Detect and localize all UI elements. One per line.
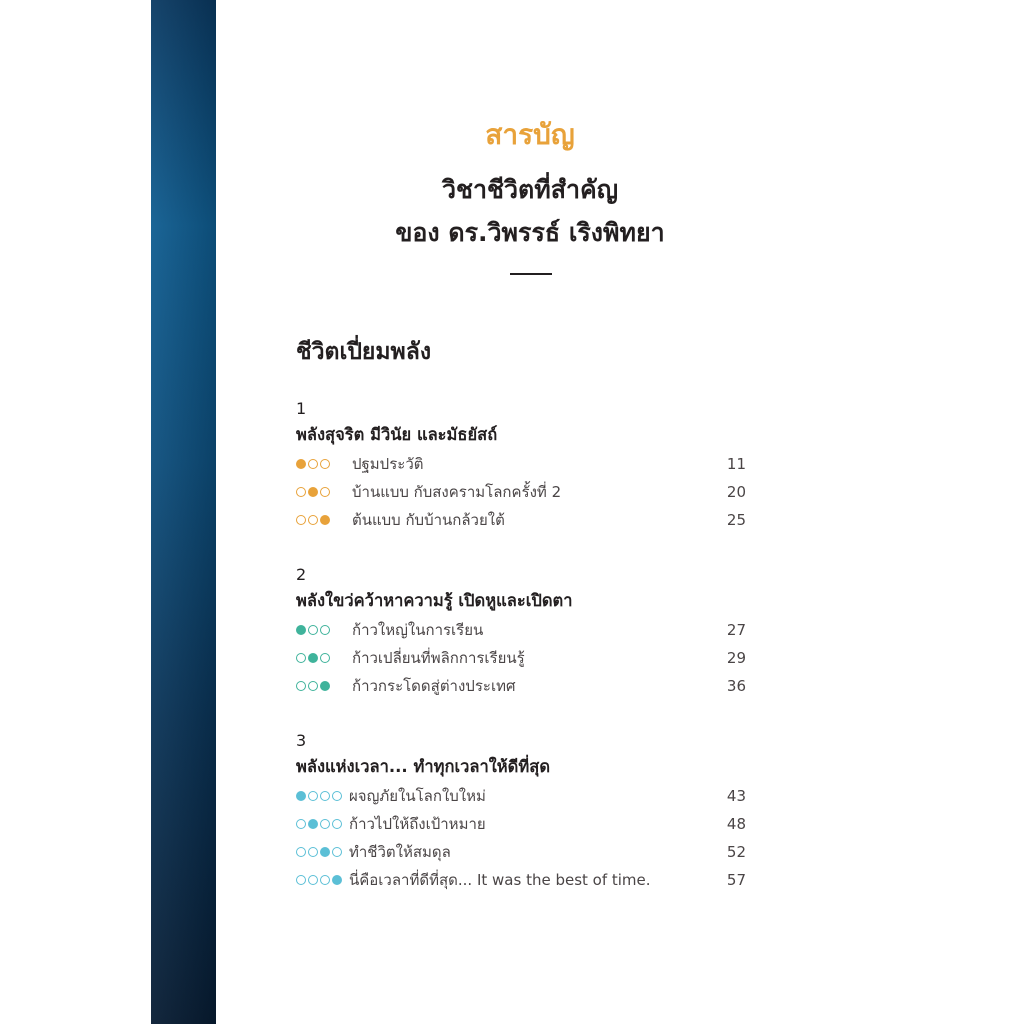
entry-page-number: 52 xyxy=(726,843,746,861)
hollow-dot-icon xyxy=(308,515,318,525)
hollow-dot-icon xyxy=(320,791,330,801)
filled-dot-icon xyxy=(308,487,318,497)
toc-entry[interactable] xyxy=(296,866,746,894)
book-title: วิชาชีวิตที่สำคัญ xyxy=(441,175,619,204)
section-title: พลังใขว่คว้าหาความรู้ เปิดหูและเปิดตา xyxy=(296,591,573,610)
progress-dots-icon xyxy=(296,875,342,885)
hollow-dot-icon xyxy=(332,791,342,801)
entry-page-number: 20 xyxy=(726,483,746,501)
progress-dots-icon xyxy=(296,653,330,663)
hollow-dot-icon xyxy=(320,625,330,635)
hollow-dot-icon xyxy=(296,847,306,857)
entry-page-number: 11 xyxy=(726,455,746,473)
entry-label: ผจญภัยในโลกใบใหม่ xyxy=(349,787,486,805)
entry-page-number: 27 xyxy=(726,621,746,639)
hollow-dot-icon xyxy=(296,681,306,691)
section-number: 1 xyxy=(296,399,307,418)
toc-entry[interactable] xyxy=(296,810,746,838)
entry-page-number: 43 xyxy=(726,787,746,805)
hollow-dot-icon xyxy=(320,459,330,469)
title-divider xyxy=(510,273,552,275)
hollow-dot-icon xyxy=(308,681,318,691)
toc-entry[interactable] xyxy=(296,506,746,534)
section-number: 3 xyxy=(296,731,307,750)
progress-dots-icon xyxy=(296,681,330,691)
section-title: พลังแห่งเวลา... ทำทุกเวลาให้ดีที่สุด xyxy=(296,757,551,776)
entry-page-number: 57 xyxy=(726,871,746,889)
filled-dot-icon xyxy=(296,625,306,635)
entry-label: ก้าวใหญ่ในการเรียน xyxy=(352,621,484,639)
entry-label: ก้าวกระโดดสู่ต่างประเทศ xyxy=(352,677,516,695)
hollow-dot-icon xyxy=(308,791,318,801)
toc-entry[interactable] xyxy=(296,672,746,700)
toc-page xyxy=(216,0,1024,1024)
hollow-dot-icon xyxy=(320,653,330,663)
entry-label: ต้นแบบ กับบ้านกล้วยใต้ xyxy=(352,511,505,529)
progress-dots-icon xyxy=(296,487,330,497)
filled-dot-icon xyxy=(296,791,306,801)
entry-label: ทำชีวิตให้สมดุล xyxy=(349,843,451,861)
page-title: สารบัญ xyxy=(485,118,575,151)
hollow-dot-icon xyxy=(296,653,306,663)
filled-dot-icon xyxy=(332,875,342,885)
hollow-dot-icon xyxy=(308,459,318,469)
filled-dot-icon xyxy=(320,515,330,525)
progress-dots-icon xyxy=(296,847,342,857)
progress-dots-icon xyxy=(296,819,342,829)
entry-label: ปฐมประวัติ xyxy=(352,455,424,473)
filled-dot-icon xyxy=(296,459,306,469)
toc-entry[interactable] xyxy=(296,644,746,672)
toc-entry[interactable] xyxy=(296,450,746,478)
progress-dots-icon xyxy=(296,459,330,469)
progress-dots-icon xyxy=(296,791,342,801)
entry-page-number: 36 xyxy=(726,677,746,695)
toc-section-3 xyxy=(296,730,746,894)
section-title: พลังสุจริต มีวินัย และมัธยัสถ์ xyxy=(296,425,498,444)
part-title: ชีวิตเปี่ยมพลัง xyxy=(296,339,432,365)
hollow-dot-icon xyxy=(296,515,306,525)
hollow-dot-icon xyxy=(296,487,306,497)
hollow-dot-icon xyxy=(308,847,318,857)
entry-page-number: 25 xyxy=(726,511,746,529)
toc-entry[interactable] xyxy=(296,478,746,506)
section-number: 2 xyxy=(296,565,307,584)
hollow-dot-icon xyxy=(320,819,330,829)
hollow-dot-icon xyxy=(296,819,306,829)
toc-section-2 xyxy=(296,564,746,700)
toc-entry[interactable] xyxy=(296,782,746,810)
book-author: ของ ดร.วิพรรธ์ เริงพิทยา xyxy=(395,218,665,247)
hollow-dot-icon xyxy=(320,875,330,885)
entry-label: นี่คือเวลาที่ดีที่สุด... It was the best of time. xyxy=(349,871,651,889)
book-spine xyxy=(151,0,216,1024)
filled-dot-icon xyxy=(320,847,330,857)
toc-section-1 xyxy=(296,398,746,534)
filled-dot-icon xyxy=(320,681,330,691)
progress-dots-icon xyxy=(296,625,330,635)
hollow-dot-icon xyxy=(296,875,306,885)
filled-dot-icon xyxy=(308,653,318,663)
filled-dot-icon xyxy=(308,819,318,829)
progress-dots-icon xyxy=(296,515,330,525)
hollow-dot-icon xyxy=(308,625,318,635)
entry-label: บ้านแบบ กับสงครามโลกครั้งที่ 2 xyxy=(352,483,562,501)
entry-page-number: 29 xyxy=(726,649,746,667)
entry-page-number: 48 xyxy=(726,815,746,833)
hollow-dot-icon xyxy=(320,487,330,497)
hollow-dot-icon xyxy=(308,875,318,885)
hollow-dot-icon xyxy=(332,847,342,857)
entry-label: ก้าวไปให้ถึงเป้าหมาย xyxy=(349,815,486,833)
toc-entry[interactable] xyxy=(296,616,746,644)
hollow-dot-icon xyxy=(332,819,342,829)
toc-entry[interactable] xyxy=(296,838,746,866)
entry-label: ก้าวเปลี่ยนที่พลิกการเรียนรู้ xyxy=(352,649,525,667)
